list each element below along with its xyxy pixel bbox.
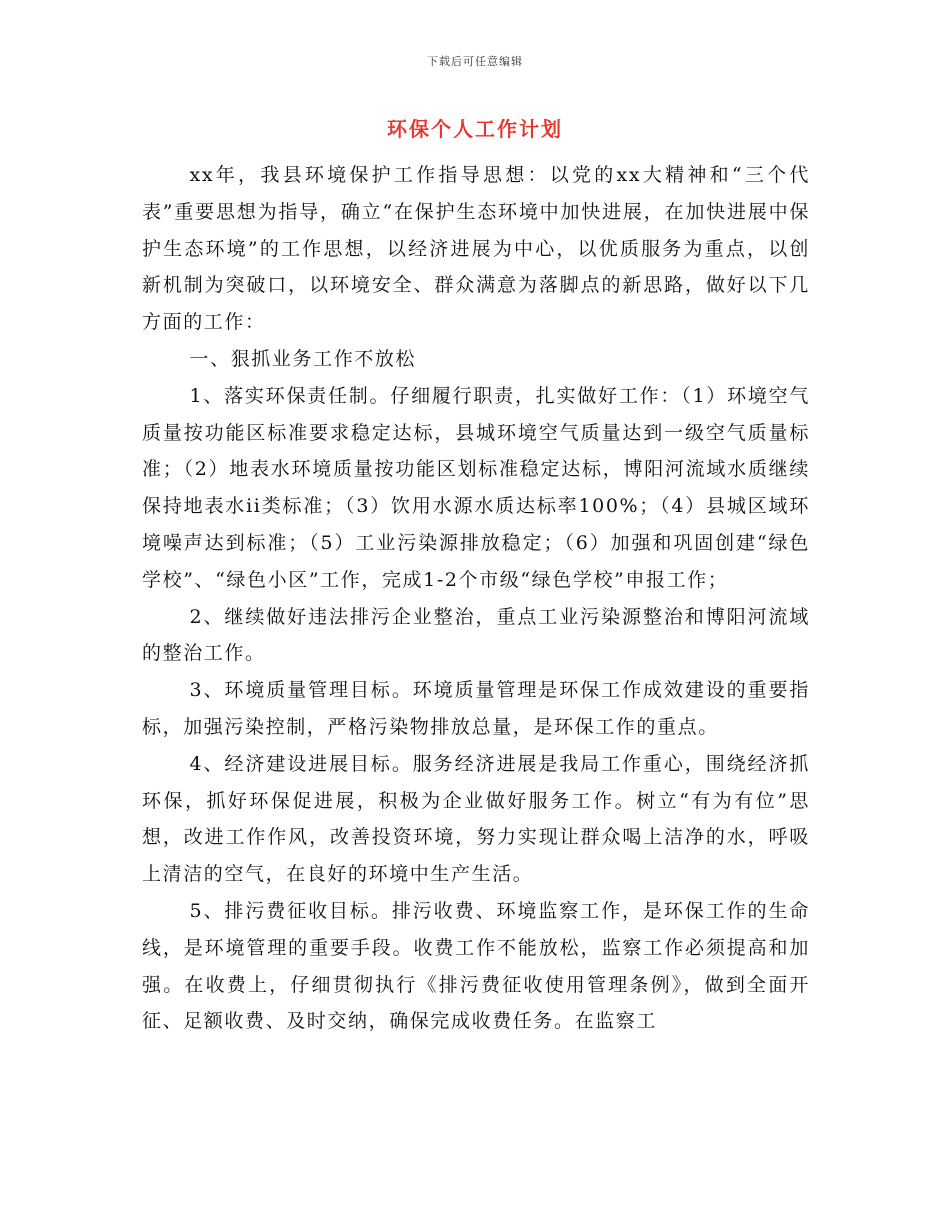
document-body	[142, 157, 810, 1040]
header-note: 下载后可任意编辑	[427, 55, 523, 68]
paragraph-item-1: 1、落实环保责任制。仔细履行职责，扎实做好工作：（1）环境空气质量按功能区标准要求稳定达标，县城环境空气质量达到一级空气质量标准；（2）地表水环境质量按功能区划标准稳定达标，博阳河流域水质继续保持地表水ii类标准；（3）饮用水源水质达标率100%；（4）县城区域环境噪声达到标准；（5）工业污染源排放稳定；（6）加强和巩固创建“绿色学校”、“绿色小区”工作，完成1-2个市级“绿色学校”申报工作；	[142, 384, 810, 591]
paragraph-item-5: 5、排污费征收目标。排污收费、环境监察工作，是环保工作的生命线，是环境管理的重要手段。收费工作不能放松，监察工作必须提高和加强。在收费上，仔细贯彻执行《排污费征收使用管理条例》，做到全面开征、足额收费、及时交纳，确保完成收费任务。在监察工	[142, 899, 810, 1033]
document-title: 环保个人工作计划	[387, 117, 563, 141]
paragraph-item-4: 4、经济建设进展目标。服务经济进展是我局工作重心，围绕经济抓环保，抓好环保促进展，积极为企业做好服务工作。树立“有为有位”思想，改进工作作风，改善投资环境，努力实现让群众喝上洁净的水，呼吸上清洁的空气，在良好的环境中生产生活。	[142, 752, 810, 886]
section-heading: 一、狠抓业务工作不放松	[189, 347, 417, 370]
paragraph-intro: xx年，我县环境保护工作指导思想：以党的xx大精神和“三个代表”重要思想为指导，确立“在保护生态环境中加快进展，在加快进展中保护生态环境”的工作思想，以经济进展为中心，以优质服务为重点，以创新机制为突破口，以环境安全、群众满意为落脚点的新思路，做好以下几方面的工作：	[142, 164, 810, 334]
paragraph-item-2: 2、继续做好违法排污企业整治，重点工业污染源整治和博阳河流域的整治工作。	[142, 605, 810, 665]
paragraph-item-3: 3、环境质量管理目标。环境质量管理是环保工作成效建设的重要指标，加强污染控制，严格污染物排放总量，是环保工作的重点。	[142, 679, 810, 738]
